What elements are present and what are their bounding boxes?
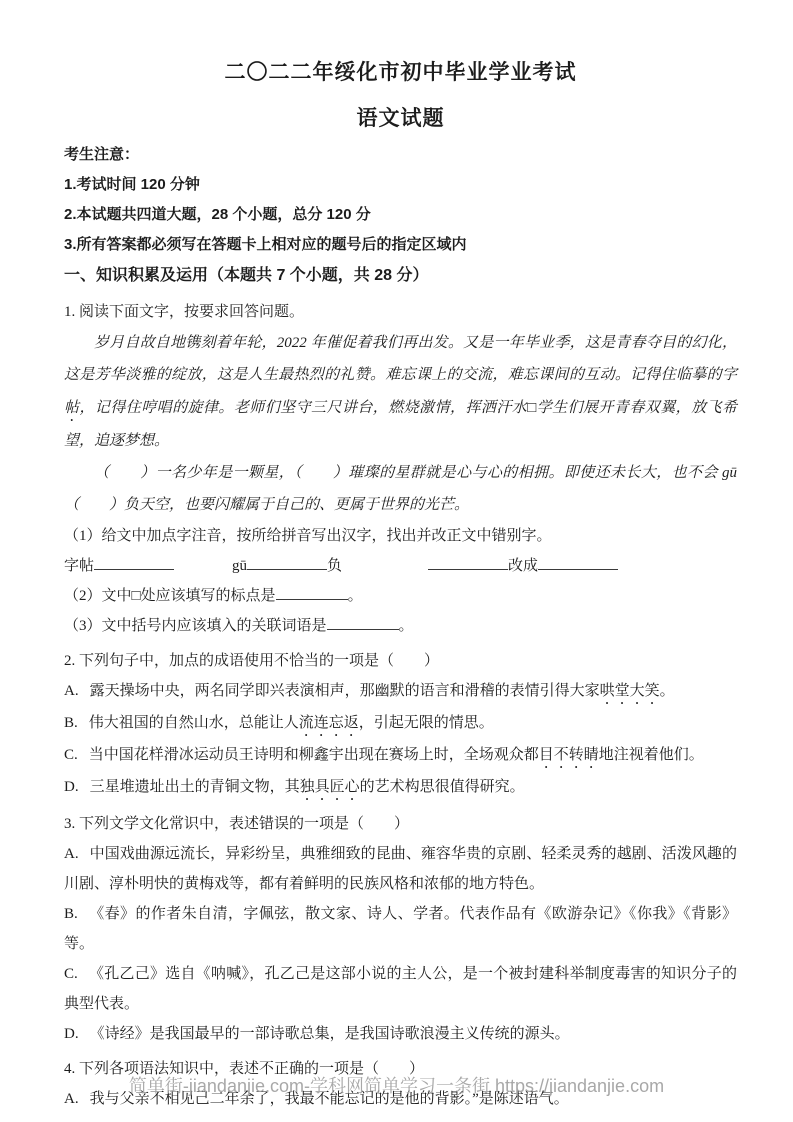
question-text: （3）文中括号内应该填入的关联词语是 xyxy=(64,618,327,635)
option-text: 《诗经》是我国最早的一部诗歌总集，是我国诗歌浪漫主义传统的源头。 xyxy=(89,1026,570,1043)
answer-blank xyxy=(327,614,399,630)
question-2-option-a xyxy=(64,676,737,708)
question-text: 。 xyxy=(398,618,414,635)
answer-term: 改成 xyxy=(508,558,539,575)
question-2 xyxy=(64,646,737,804)
dotted-character: 帖 xyxy=(64,399,80,416)
exam-subtitle: 语文试题 xyxy=(356,107,445,130)
question-2-option-d xyxy=(64,772,737,804)
question-1 xyxy=(64,297,737,641)
question-3-option-d xyxy=(64,1019,737,1049)
option-text: 的艺术构思很值得研究。 xyxy=(359,779,525,796)
option-label: C. xyxy=(64,747,78,764)
option-text: ，引起无限的情思。 xyxy=(358,715,494,732)
question-1-sub2 xyxy=(64,581,737,611)
question-3 xyxy=(64,809,737,1049)
option-label: A. xyxy=(64,1091,79,1108)
dotted-idiom: 流连忘返 xyxy=(298,715,359,732)
question-2-option-b xyxy=(64,708,737,740)
exam-title: 二〇二二年绥化市初中毕业学业考试 xyxy=(224,61,577,84)
option-label: B. xyxy=(64,715,78,732)
option-text: 伟大祖国的自然山水，总能让人 xyxy=(88,715,299,732)
option-text: 《孔乙己》选自《呐喊》，孔乙己是这部小说的主人公，是一个被封建科举制度毒害的知识分子的典型代表。 xyxy=(64,966,737,1013)
question-1-passage-para2: （ ）一名少年是一颗星，（ ）璀璨的星群就是心与心的相拥。即使还未长大，也不会 gū（ ）负天空，也要闪耀属于自己的、更属于世界的光芒。 xyxy=(64,464,737,513)
option-text: 三星堆遗址出土的青铜文物，其 xyxy=(89,779,300,796)
question-1-stem: 1. 阅读下面文字，按要求回答问题。 xyxy=(64,304,305,320)
question-2-stem: 2. 下列句子中，加点的成语使用不恰当的一项是（ ） xyxy=(64,653,440,670)
notice-heading: 考生注意： xyxy=(64,146,140,163)
question-text: 。 xyxy=(347,588,363,605)
passage-text: ，记得住哼唱的旋律。老师们坚守三尺讲台，燃烧激情，挥洒汗水□学生们展开青春双翼，放飞希望，追逐梦想。 xyxy=(64,399,737,449)
watermark-footer: 简单街-jiandanjie.com-学科网简单学习一条街 https://jiandanjie.com xyxy=(128,1076,665,1096)
question-1-sub1-label: （1）给文中加点字注音，按所给拼音写出汉字，找出并改正文中错别字。 xyxy=(64,528,552,545)
answer-blank xyxy=(428,554,508,570)
option-label: D. xyxy=(64,779,79,796)
option-label: D. xyxy=(64,1026,79,1043)
dotted-idiom: 独具匠心 xyxy=(299,779,360,796)
dotted-idiom: 哄堂大笑 xyxy=(599,683,660,700)
option-label: A. xyxy=(64,846,79,863)
question-3-option-a xyxy=(64,839,737,899)
section-1-heading: 一、知识积累及运用（本题共 7 个小题，共 28 分） xyxy=(64,267,429,284)
answer-term: gū xyxy=(232,558,248,575)
notice-item-1: 1.考试时间 120 分钟 xyxy=(64,176,200,193)
option-text: 中国戏曲源远流长，异彩纷呈，典雅细致的昆曲、雍容华贵的京剧、轻柔灵秀的越剧、活泼风趣的川剧、淳朴明快的黄梅戏等，都有着鲜明的民族风格和浓郁的地方特色。 xyxy=(64,846,737,893)
option-text: 当中国花样滑冰运动员王诗明和柳鑫宇出现在赛场上时，全场观众都 xyxy=(88,747,539,764)
question-2-option-c xyxy=(64,740,737,772)
option-text: 。 xyxy=(659,683,675,700)
notice-item-3: 3.所有答案都必须写在答题卡上相对应的题号后的指定区域内 xyxy=(64,236,467,253)
option-text: 我与父亲不相见己二年余了，我最不能忘记的是他的背影。”是陈述语气。 xyxy=(89,1091,569,1108)
answer-term: 字帖 xyxy=(64,558,95,575)
answer-blank xyxy=(247,554,327,570)
question-1-passage-para1 xyxy=(64,327,737,457)
question-1-sub3 xyxy=(64,611,737,641)
option-text: 《春》的作者朱自清，字佩弦，散文家、诗人、学者。代表作品有《欧游杂记》《你我》《背影》等。 xyxy=(64,906,737,953)
question-3-option-c xyxy=(64,959,737,1019)
question-text: （2）文中□处应该填写的标点是 xyxy=(64,588,276,605)
question-3-option-b xyxy=(64,899,737,959)
notice-item-2: 2.本试题共四道大题，28 个小题，总分 120 分 xyxy=(64,206,371,223)
answer-term: 负 xyxy=(327,558,343,575)
question-4-stem: 4. 下列各项语法知识中，表述不正确的一项是（ ） xyxy=(64,1061,425,1078)
option-text: 地注视着他们。 xyxy=(598,747,704,764)
answer-blank xyxy=(538,554,618,570)
option-label: A. xyxy=(64,683,79,700)
option-text: 露天操场中央，两名同学即兴表演相声，那幽默的语言和滑稽的表情引得大家 xyxy=(89,683,600,700)
option-label: B. xyxy=(64,906,78,923)
candidate-notice xyxy=(64,140,737,260)
dotted-idiom: 目不转睛 xyxy=(538,747,599,764)
option-label: C. xyxy=(64,966,78,983)
question-1-sub1-answer-row xyxy=(64,551,737,581)
answer-blank xyxy=(276,584,348,600)
question-3-stem: 3. 下列文学文化常识中，表述错误的一项是（ ） xyxy=(64,816,410,833)
answer-blank xyxy=(94,554,174,570)
passage-text: 岁月自故自地镌刻着年轮，2022 年催促着我们再出发。又是一年毕业季，这是青春夺目的幻化，这是芳华淡雅的绽放，这是人生最热烈的礼赞。难忘课上的交流，难忘课间的互动。记得住临摹的字 xyxy=(64,335,737,384)
